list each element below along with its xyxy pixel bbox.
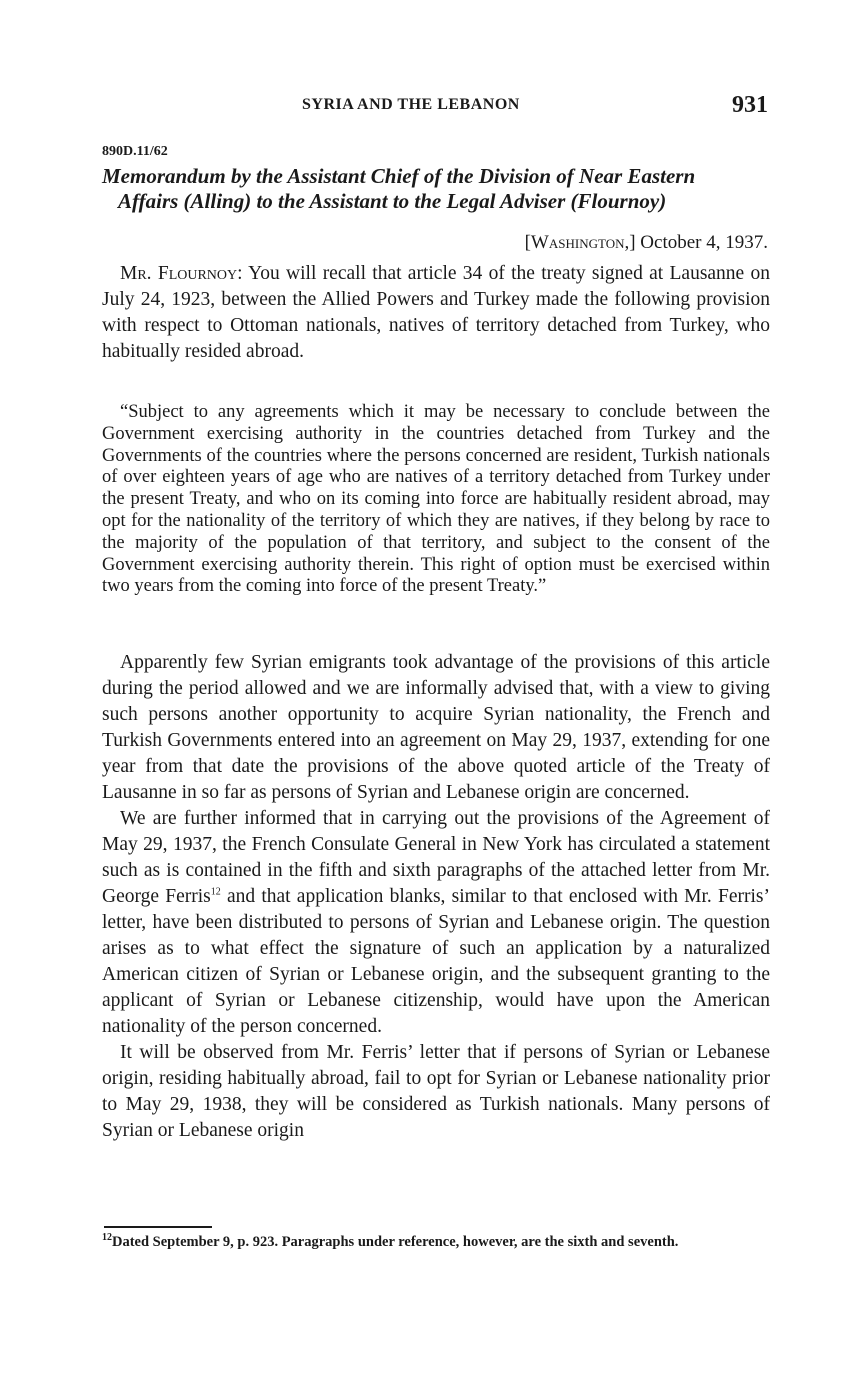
quote-text: “Subject to any agreements which it may be necessary to conclude between the Government exercising authority in the countries detached from Turkey and the Governments of the countries where the persons concerned are resident, Turkish nationals of over eighteen years of age who are natives of a territory detached from Turkey under the present Treaty, and who on its coming into force are habitually resident abroad, may opt for the nationality of the territory of which they are natives, if they belong by race to the majority of the population of that territory, and subject to the consent of the Government exercising authority therein. This right of option must be exercised within two years from the coming into force of the present Treaty.” [102,402,770,597]
dateline [525,232,768,254]
paragraph-4: It will be observed from Mr. Ferris’ letter that if persons of Syrian or Lebanese origin, residing habitually abroad, fail to opt for Syrian or Lebanese nationality prior to May 29, 1938, they will be considered as Turkish nationals. Many persons of Syrian or Lebanese origin [102,1042,770,1141]
paragraph-1 [102,261,770,365]
dateline-place: [Washington,] [524,232,636,253]
paragraph-3-text-b: and that application blanks, similar to that enclosed with Mr. Ferris’ letter, have been distributed to persons of Syrian and Lebanese origin. The question arises as to what effect the signature of such an application by a naturalized American citizen of Syrian or Lebanese origin, and the subsequent granting to the applicant of Syrian or Lebanese citizenship, would have upon the American nationality of the person concerned. [102,886,770,1037]
title-line-2: Affairs (Alling) to the Assistant to the Legal Adviser (Flournoy) [118,189,667,213]
opening-paragraph-block [102,261,770,365]
running-head [102,92,770,122]
dateline-date: October 4, 1937. [640,232,768,253]
footnote [102,1233,770,1252]
paragraph-3-text-a: We are further informed that in carrying out the provisions of the Agreement of May 29, 1937, the French Consulate General in New York has circulated a statement such as is contained in the fifth and sixth paragraphs of the attached letter from Mr. George Ferris [102,808,770,907]
footnote-reference: 12 [210,886,221,898]
title-line-1: Memorandum by the Assistant Chief of the Division of Near Eastern [102,164,696,188]
paragraph-3 [102,806,770,1040]
footnote-marker: 12 [102,1232,112,1244]
running-title: SYRIA AND THE LEBANON [302,96,520,113]
paragraph-1-text: You will recall that article 34 of the treaty signed at Lausanne on July 24, 1923, between the Allied Powers and Turkey made the following provision with respect to Ottoman nationals, natives of territory detached from Turkey, who habitually resided abroad. [102,263,771,362]
salutation: Mr. Flournoy: [120,263,243,284]
treaty-quote [102,402,770,598]
file-number: 890D.11/62 [102,144,168,159]
footnote-text: Dated September 9, p. 923. Paragraphs under reference, however, are the sixth and seventh. [112,1234,679,1250]
paragraph-2: Apparently few Syrian emigrants took advantage of the provisions of this article during the period allowed and we are informally advised that, with a view to giving such persons another opportunity to acquire Syrian nationality, the French and Turkish Governments entered into an agreement on May 29, 1937, extending for one year from that date the provisions of the above quoted article of the Treaty of Lausanne in so far as persons of Syrian and Lebanese origin are concerned. [102,652,770,803]
main-paragraphs [102,650,770,1144]
document-title [102,164,770,214]
footnote-divider [104,1226,212,1228]
page-number: 931 [732,92,768,118]
